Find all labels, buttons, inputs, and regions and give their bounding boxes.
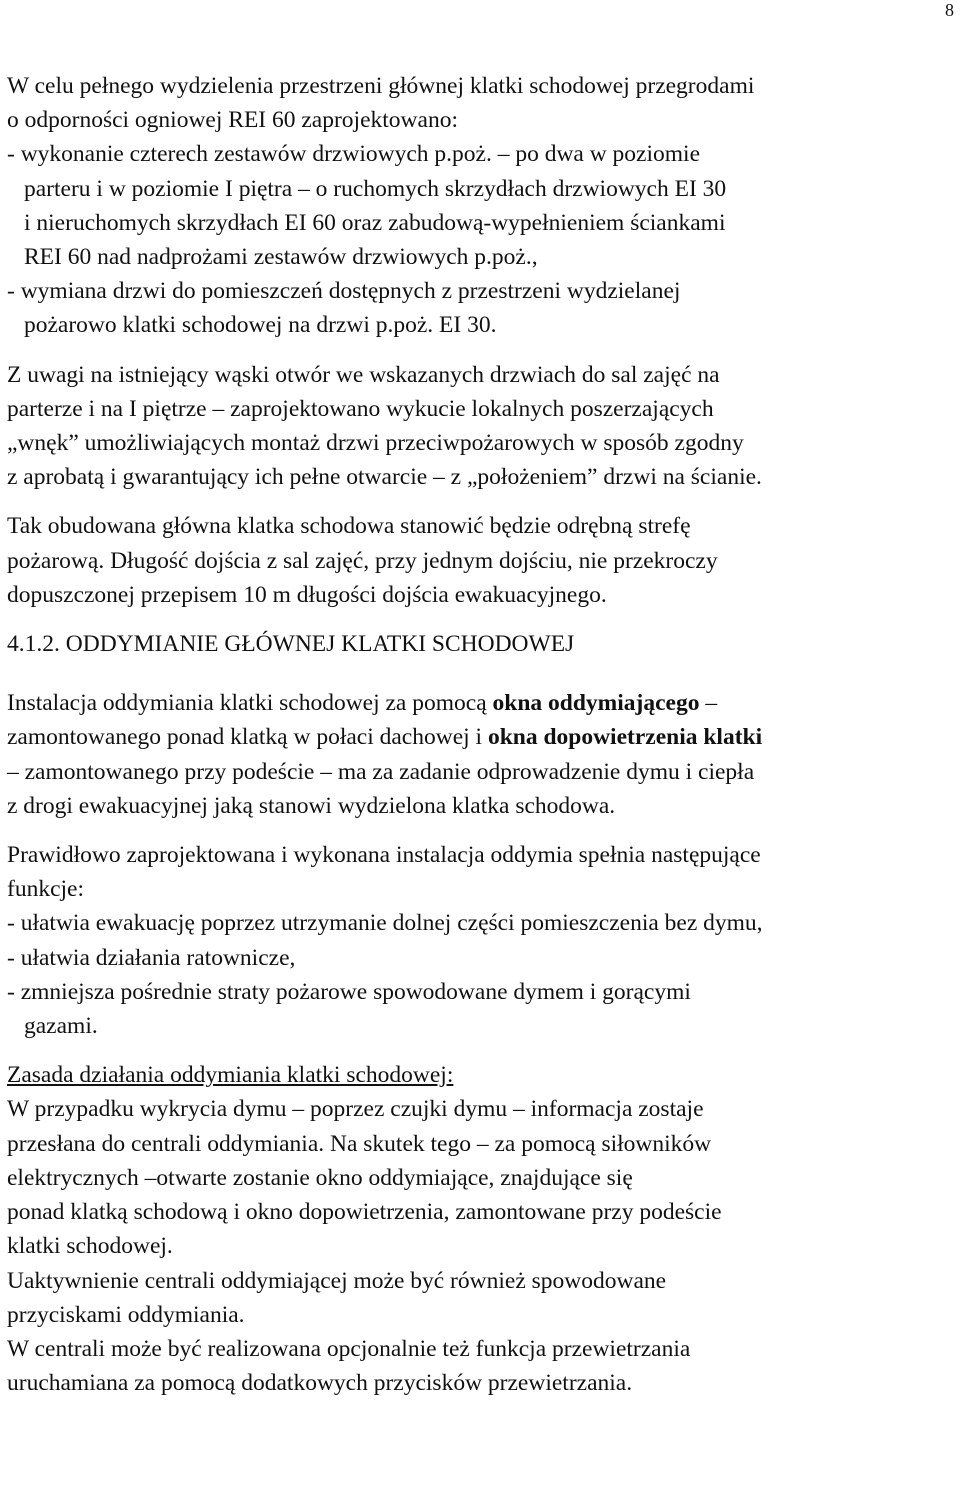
text-line: Tak obudowana główna klatka schodowa stanowić będzie odrębną strefę <box>7 513 691 540</box>
text-line: przesłana do centrali oddymiania. Na skutek tego – za pomocą siłowników <box>7 1130 712 1157</box>
paragraph-operating-principle <box>7 1058 955 1400</box>
subsection-title: Zasada działania oddymiania klatki schodowej: <box>7 1062 454 1089</box>
text-line: ponad klatką schodową i okno dopowietrzenia, zamontowane przy podeście <box>7 1199 722 1226</box>
text-line: REI 60 nad nadprożami zestawów drzwiowych p.poż., <box>24 244 538 271</box>
text-line: W centrali może być realizowana opcjonalnie też funkcja przewietrzania <box>7 1335 691 1362</box>
text-line: przyciskami oddymiania. <box>7 1301 245 1328</box>
text-line: „wnęk” umożliwiających montaż drzwi przeciwpożarowych w sposób zgodny <box>7 430 744 457</box>
list-item: - zmniejsza pośrednie straty pożarowe spowodowane dymem i gorącymi <box>7 978 691 1005</box>
page-number: 8 <box>945 0 954 20</box>
text-line: klatki schodowej. <box>7 1233 173 1260</box>
paragraph-door-openings <box>7 358 955 495</box>
text-line: Z uwagi na istniejący wąski otwór we wskazanych drzwiach do sal zajęć na <box>7 361 720 388</box>
paragraph-functions <box>7 838 955 1043</box>
paragraph-smoke-installation <box>7 686 955 823</box>
text-line: funkcje: <box>7 876 84 903</box>
text-line: elektrycznych –otwarte zostanie okno oddymiające, znajdujące się <box>7 1164 633 1191</box>
text-line: – zamontowanego przy podeście – ma za zadanie odprowadzenie dymu i ciepła <box>7 758 755 785</box>
bold-term: okna oddymiającego <box>492 690 700 717</box>
text-line: o odporności ogniowej REI 60 zaprojektowano: <box>7 107 458 134</box>
text-line: gazami. <box>24 1013 98 1040</box>
text-line: i nieruchomych skrzydłach EI 60 oraz zabudową-wypełnieniem ściankami <box>24 209 726 236</box>
text-line: dopuszczonej przepisem 10 m długości dojścia ewakuacyjnego. <box>7 581 607 608</box>
text-line: pożarowo klatki schodowej na drzwi p.poż. EI 30. <box>24 312 497 339</box>
text-line: Prawidłowo zaprojektowana i wykonana instalacja oddymia spełnia następujące <box>7 842 761 869</box>
text-line: parterze i na I piętrze – zaprojektowano wykucie lokalnych poszerzających <box>7 395 714 422</box>
list-item: - wymiana drzwi do pomieszczeń dostępnych z przestrzeni wydzielanej <box>7 278 681 305</box>
text-line: W przypadku wykrycia dymu – poprzez czujki dymu – informacja zostaje <box>7 1096 704 1123</box>
section-title: 4.1.2. ODDYMIANIE GŁÓWNEJ KLATKI SCHODOWEJ <box>7 631 575 658</box>
text-line: W celu pełnego wydzielenia przestrzeni głównej klatki schodowej przegrodami <box>7 73 755 99</box>
text-line: parteru i w poziomie I piętra – o ruchomych skrzydłach drzwiowych EI 30 <box>24 175 727 202</box>
paragraph-fire-zone <box>7 509 955 612</box>
list-item: - ułatwia ewakuację poprzez utrzymanie dolnej części pomieszczenia bez dymu, <box>7 910 763 937</box>
text-line: uruchamiana za pomocą dodatkowych przycisków przewietrzania. <box>7 1370 633 1397</box>
text-fragment: – <box>699 690 718 717</box>
text-fragment: Instalacja oddymiania klatki schodowej za pomocą <box>7 690 493 717</box>
text-line: pożarową. Długość dojścia z sal zajęć, przy jednym dojściu, nie przekroczy <box>7 547 718 574</box>
list-item: - wykonanie czterech zestawów drzwiowych p.poż. – po dwa w poziomie <box>7 141 701 168</box>
document-body <box>7 69 955 1400</box>
list-item: - ułatwia działania ratownicze, <box>7 944 296 971</box>
paragraph-fire-separation <box>7 69 955 343</box>
text-line: z drogi ewakuacyjnej jaką stanowi wydzielona klatka schodowa. <box>7 792 616 819</box>
section-heading <box>7 627 955 661</box>
text-line: Uaktywnienie centrali oddymiającej może być również spowodowane <box>7 1267 667 1294</box>
bold-term: okna dopowietrzenia klatki <box>487 724 763 751</box>
text-line: z aprobatą i gwarantujący ich pełne otwarcie – z „położeniem” drzwi na ścianie. <box>7 464 762 491</box>
text-line <box>7 686 955 720</box>
text-line <box>7 720 955 754</box>
text-fragment: zamontowanego ponad klatką w połaci dachowej i <box>7 724 488 751</box>
